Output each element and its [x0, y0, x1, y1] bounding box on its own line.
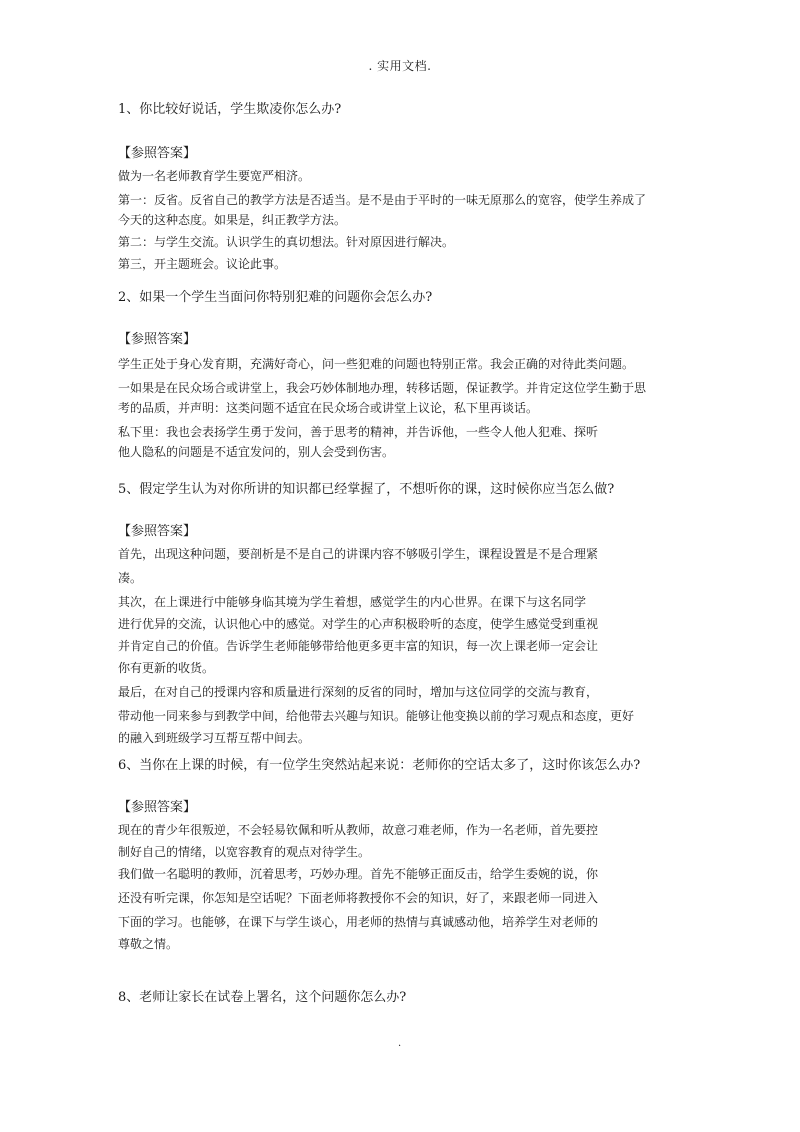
answer-block-6 [118, 798, 598, 954]
answer-line: 考的品质，并声明：这类问题不适宜在民众场合或讲堂上议论，私下里再谈话。 [118, 401, 539, 415]
answer-block-2 [118, 330, 646, 462]
answer-line: 私下里：我也会表扬学生勇于发问，善于思考的精神，并告诉他，一些令人他人犯难、探听 [118, 425, 599, 439]
answer-line: 带动他一同来参与到教学中间，给他带去兴趣与知识。能够让他变换以前的学习观点和态度，更好 [118, 709, 635, 723]
answer-line: 进行优异的交流，认识他心中的感觉。对学生的心声积极聆听的态度，使学生感觉受到重视 [118, 617, 599, 631]
question-heading: 6、当你在上课的时候，有一位学生突然站起来说：老师你的空话太多了，这时你该怎么办? [118, 758, 641, 773]
answer-block-1 [118, 144, 646, 274]
answer-line: 第三，开主题班会。议论此事。 [118, 257, 287, 271]
answer-line: 第一：反省。反省自己的教学方法是否适当。是不是由于平时的一味无原那么的宽容，使学生养成了 [118, 193, 647, 207]
answer-line: 首先，出现这种问题，要剖析是不是自己的讲课内容不够吸引学生，课程设置是不是合理紧 [118, 547, 599, 561]
page-header: . 实用文档. [368, 59, 432, 73]
answer-label: 【参照答案】 [118, 800, 197, 815]
qa-block-6 [118, 756, 640, 776]
page-footer-mark: . [398, 1038, 402, 1049]
question-heading: 2、如果一个学生当面问你特别犯难的问题你会怎么办? [118, 290, 433, 305]
answer-line: 现在的青少年很叛逆，不会轻易钦佩和听从教师，故意刁难老师，作为一名老师，首先要控 [118, 823, 599, 837]
answer-label: 【参照答案】 [118, 146, 197, 161]
qa-block-8 [118, 988, 406, 1008]
answer-line: 学生正处于身心发育期，充满好奇心，问一些犯难的问题也特别正常。我会正确的对待此类问题。 [118, 357, 635, 371]
answer-line: 你有更新的收货。 [118, 661, 215, 675]
answer-line: 并肯定自己的价值。告诉学生老师能够带给他更多更丰富的知识，每一次上课老师一定会让 [118, 639, 599, 653]
answer-line: 做为一名老师教育学生要宽严相济。 [118, 169, 311, 183]
answer-line: 还没有听完课，你怎知是空话呢？下面老师将教授你不会的知识，好了，来跟老师一同进入 [118, 891, 599, 905]
answer-line: 最后，在对自己的授课内容和质量进行深刻的反省的同时，增加与这位同学的交流与教育， [118, 685, 599, 699]
answer-block-5 [118, 522, 634, 748]
answer-line: 我们做一名聪明的教师，沉着思考，巧妙办理。首先不能够正面反击，给学生委婉的说，你 [118, 867, 599, 881]
answer-line: 的融入到班级学习互帮互帮中间去。 [118, 731, 311, 745]
question-heading: 1、你比较好说话，学生欺凌你怎么办? [118, 102, 342, 117]
answer-line: 一如果是在民众场合或讲堂上，我会巧妙体制地办理，转移话题，保证教学。并肯定这位学生勤于思 [118, 381, 647, 395]
question-heading: 5、假定学生认为对你所讲的知识都已经掌握了，不想听你的课，这时候你应当怎么做? [118, 482, 615, 497]
answer-line: 今天的这种态度。如果是，纠正教学方法。 [118, 213, 347, 227]
answer-label: 【参照答案】 [118, 524, 197, 539]
answer-line: 尊敬之情。 [118, 937, 179, 951]
answer-label: 【参照答案】 [118, 332, 197, 347]
qa-block-5 [118, 480, 614, 500]
question-heading: 8、老师让家长在试卷上署名，这个问题你怎么办? [118, 990, 407, 1005]
answer-line: 其次，在上课进行中能够身临其境为学生着想，感觉学生的内心世界。在课下与这名同学 [118, 595, 587, 609]
answer-line: 制好自己的情绪，以宽容教育的观点对待学生。 [118, 845, 371, 859]
answer-line: 下面的学习。也能够，在课下与学生谈心，用老师的热情与真诚感动他，培养学生对老师的 [118, 915, 599, 929]
answer-line: 他人隐私的问题是不适宜发问的，别人会受到伤害。 [118, 445, 395, 459]
qa-block-1 [118, 100, 341, 120]
answer-line: 凑。 [118, 571, 143, 585]
qa-block-2 [118, 288, 432, 308]
answer-line: 第二：与学生交流。认识学生的真切想法。针对原因进行解决。 [118, 235, 455, 249]
